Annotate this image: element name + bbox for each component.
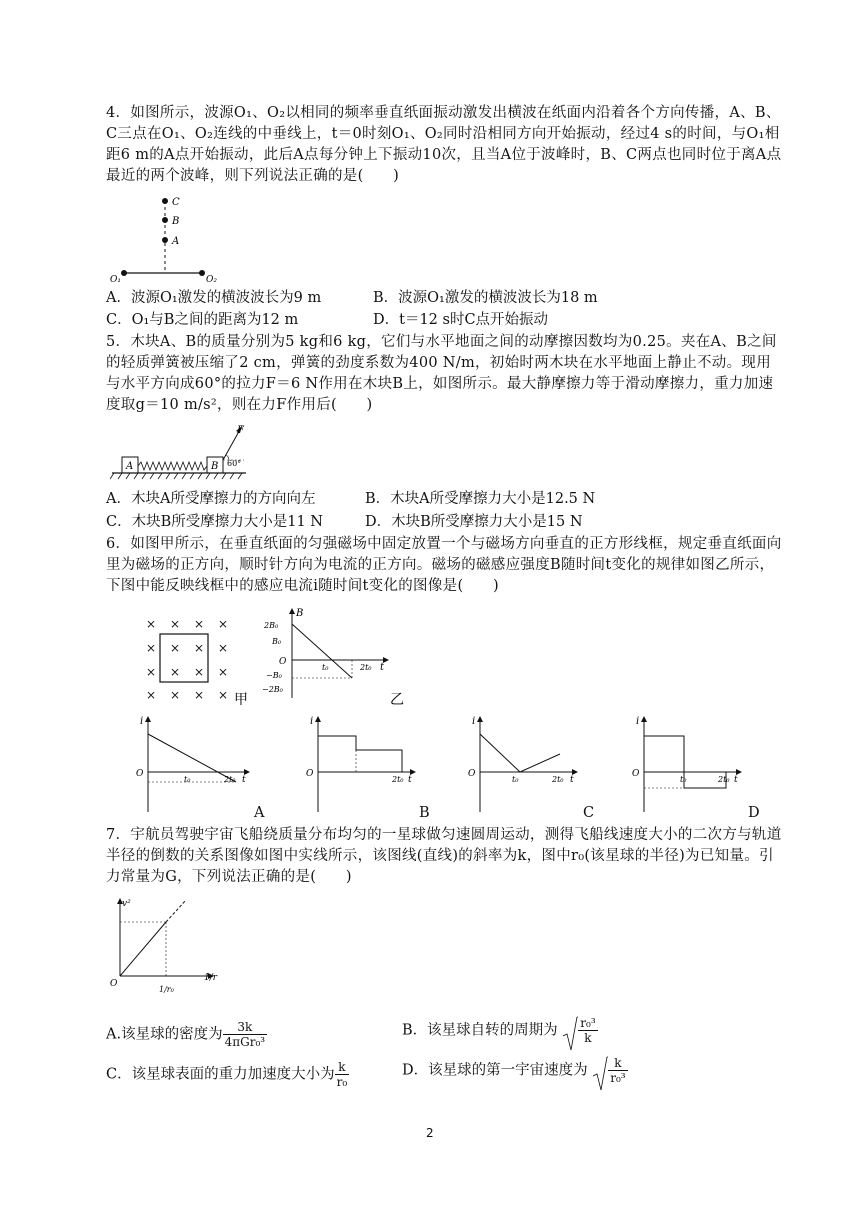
q7-option-b[interactable]: B．该星球自转的周期为 $\frac{\text{r₀³}}{k}$	[402, 1016, 598, 1045]
q7-option-c[interactable]: C．该星球表面的重力加速度大小为 $\frac{k}{\text{r₀}}$	[106, 1060, 348, 1089]
svg-text:t: t	[570, 775, 574, 785]
svg-text:t₀: t₀	[512, 775, 519, 784]
svg-text:−2B₀: −2B₀	[262, 685, 283, 694]
svg-text:×: ×	[170, 688, 181, 702]
q6-figure-jia	[140, 610, 250, 706]
svg-text:O: O	[136, 769, 144, 779]
svg-text:2t₀: 2t₀	[392, 775, 404, 784]
q4-option-b[interactable]: B．波源O₁激发的横波波长为18 m	[373, 290, 598, 306]
svg-text:1/r₀: 1/r₀	[159, 985, 174, 994]
label-c: C	[172, 197, 180, 208]
svg-text:2t₀: 2t₀	[552, 775, 564, 784]
q6-stem: 6．如图甲所示，在垂直纸面的匀强磁场中固定放置一个与磁场方向垂直的正方形线框，规定垂直纸面向里为磁场的正方向，顺时针方向为电流的正方向。磁场的磁感应强度B随时间t变化的规律如图乙所示，下图中能反映线框中的感应电流i随时间t变化的图像是( )	[106, 536, 782, 594]
q5-option-d[interactable]: D．木块B所受摩擦力大小是15 N	[365, 514, 583, 530]
svg-text:2B₀: 2B₀	[264, 621, 279, 630]
q6-choice-c-label[interactable]: C	[583, 805, 595, 821]
page-number: 2	[426, 1126, 434, 1140]
q5-option-b[interactable]: B．木块A所受摩擦力大小是12.5 N	[365, 491, 596, 507]
svg-text:×: ×	[218, 617, 229, 631]
q7-option-d[interactable]: D．该星球的第一宇宙速度为 $\frac{k}{\text{r₀³}}$	[402, 1056, 628, 1085]
block-a-label: A	[126, 461, 134, 472]
field-crosses	[146, 617, 228, 702]
svg-text:×: ×	[146, 688, 157, 702]
label-yi: 乙	[390, 692, 404, 706]
force-label: F	[237, 425, 244, 436]
q5-option-c[interactable]: C．木块B所受摩擦力大小是11 N	[106, 514, 323, 530]
svg-text:B₀: B₀	[272, 637, 282, 646]
svg-text:O: O	[632, 769, 640, 779]
svg-text:×: ×	[194, 641, 205, 655]
svg-text:i: i	[636, 716, 640, 727]
svg-text:B: B	[296, 608, 304, 619]
svg-text:t₀: t₀	[184, 775, 191, 784]
svg-text:×: ×	[194, 688, 205, 702]
q7-option-a[interactable]: A.该星球的密度为 $\frac{3k}{\text{4πGr₀³}}$	[106, 1020, 266, 1049]
svg-text:t: t	[380, 662, 385, 673]
svg-text:−B₀: −B₀	[266, 671, 282, 680]
svg-text:O: O	[110, 979, 118, 989]
q6-choice-a-graph[interactable]	[136, 714, 256, 814]
svg-text:×: ×	[170, 641, 181, 655]
svg-text:×: ×	[146, 641, 157, 655]
label-b: B	[172, 216, 180, 227]
q5-stem: 5．木块A、B的质量分别为5 kg和6 kg，它们与水平地面之间的动摩擦因数均为0.25。夹在A、B之间的轻质弹簧被压缩了2 cm，弹簧的劲度系数为400 N/m，初始时两木块在水平地面上静止不动。现用与水平方向成60°的拉力F＝6 N作用在木块B上，如图所示。最大静摩擦力等于滑动摩擦力，重力加速度取g＝10 m/s²，则在力F作用后( )	[106, 334, 777, 413]
svg-text:i: i	[310, 716, 314, 727]
q6-choice-c-graph[interactable]	[464, 714, 584, 814]
svg-text:×: ×	[194, 617, 205, 631]
svg-text:×: ×	[218, 665, 229, 679]
q6-choice-d-label[interactable]: D	[748, 805, 760, 821]
q5-figure	[110, 420, 250, 490]
svg-text:i: i	[140, 716, 144, 727]
svg-text:1/r: 1/r	[204, 973, 218, 983]
svg-text:×: ×	[170, 617, 181, 631]
svg-text:×: ×	[194, 665, 205, 679]
svg-text:2t₀: 2t₀	[224, 775, 236, 784]
svg-text:t: t	[408, 775, 412, 785]
label-jia: 甲	[234, 692, 248, 706]
q4-figure	[110, 193, 220, 285]
svg-text:2t₀: 2t₀	[360, 663, 372, 672]
q7-stem: 7．宇航员驾驶宇宙飞船绕质量分布均匀的一星球做匀速圆周运动，测得飞船线速度大小的二次方与轨道半径的倒数的关系图像如图中实线所示，该图线(直线)的斜率为k，图中r₀(该星球的半径)为已知量。引力常量为G，下列说法正确的是( )	[106, 827, 782, 885]
q6-choice-d-graph[interactable]	[628, 714, 748, 814]
svg-text:O: O	[306, 769, 314, 779]
svg-text:×: ×	[218, 688, 229, 702]
block-b-label: B	[211, 461, 219, 472]
q6-choice-b-graph[interactable]	[302, 714, 422, 814]
svg-text:v²: v²	[122, 899, 131, 909]
q4-option-c[interactable]: C．O₁与B之间的距离为12 m	[106, 312, 299, 328]
q4-option-d[interactable]: D．t＝12 s时C点开始振动	[373, 312, 549, 328]
svg-text:×: ×	[218, 641, 229, 655]
q4-stem: 4．如图所示，波源O₁、O₂以相同的频率垂直纸面振动激发出横波在纸面内沿着各个方向传播，A、B、C三点在O₁、O₂连线的中垂线上，t＝0时刻O₁、O₂同时沿相同方向开始振动，经过4 s的时间，与O₁相距6 m的A点开始振动，此后A点每分钟上下振动10次，且当A位于波峰时，B、C两点也同时位于离A点最近的两个波峰，则下列说法正确的是( )	[106, 105, 782, 184]
q5-option-a[interactable]: A．木块A所受摩擦力的方向向左	[106, 491, 316, 507]
svg-text:2t₀: 2t₀	[718, 775, 730, 784]
svg-text:O: O	[468, 769, 476, 779]
svg-text:t: t	[734, 775, 738, 785]
label-o2: O₂	[206, 275, 217, 285]
angle-label: 60°	[227, 459, 242, 468]
svg-text:t₀: t₀	[680, 775, 687, 784]
q4-option-a[interactable]: A．波源O₁激发的横波波长为9 m	[106, 290, 322, 306]
svg-text:t: t	[242, 775, 246, 785]
svg-text:O: O	[279, 657, 287, 667]
label-o1: O₁	[110, 275, 121, 285]
svg-text:×: ×	[146, 617, 157, 631]
q6-choice-b-label[interactable]: B	[419, 805, 430, 821]
svg-text:×: ×	[146, 665, 157, 679]
svg-text:i: i	[472, 716, 476, 727]
svg-text:t₀: t₀	[322, 663, 329, 672]
q7-figure	[104, 896, 224, 1002]
q6-choice-a-label[interactable]: A	[254, 805, 265, 821]
q6-figure-yi	[262, 606, 412, 706]
label-a: A	[172, 236, 180, 247]
svg-text:×: ×	[170, 665, 181, 679]
